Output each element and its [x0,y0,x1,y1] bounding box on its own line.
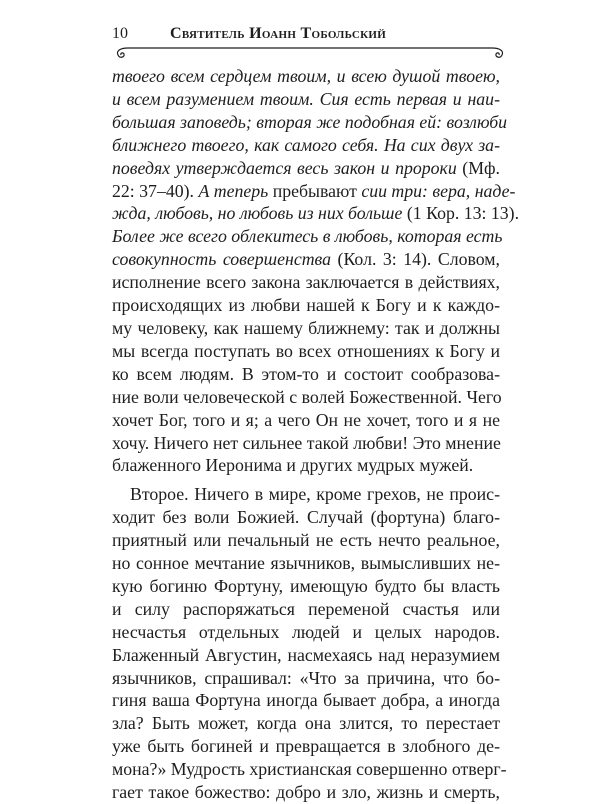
page-number: 10 [112,25,128,42]
text-segment: приятный или печальный не есть нечто реальное, [112,530,500,551]
text-line [112,529,500,552]
text-line [112,621,500,644]
text-segment: мы всегда поступать во всех отношениях к Богу и [112,340,500,361]
text-line [112,111,508,134]
text-line [112,363,500,386]
text-line [112,134,500,157]
text-segment: Второе. Ничего в мире, кроме грехов, не проис- [130,484,500,505]
text-segment: (Мф. [456,157,500,178]
text-line [112,454,500,477]
text-line [112,781,500,804]
text-segment: Блаженный Августин, насмехаясь над неразумием [112,644,500,665]
text-line [112,409,500,432]
text-line [112,225,503,248]
text-segment: хочет Бог, того и я; а чего Он не хочет, того и я не [112,409,500,430]
text-segment: кую богиню Фортуну, имеющую будто бы власть [112,575,500,596]
text-line [112,157,500,180]
text-line [112,552,500,575]
text-line [112,735,500,758]
text-segment: ние воли человеческой с волей Божественной. Чего [112,386,502,407]
text-line [112,758,507,781]
text-line [112,689,500,712]
italic-segment: большая заповедь; вторая же подобная ей: возлюби [112,111,508,132]
text-segment: несчастья отдельных людей и целых народов. [112,621,500,642]
text-segment: (Кол. 3: 14). Словом, [331,249,500,270]
italic-segment: А теперь [198,180,269,201]
text-segment: (1 Кор. 13: 13). [402,203,520,224]
text-line [112,180,516,203]
text-segment: язычников, спрашивал: «Что за причина, что бо- [112,667,500,688]
text-line [112,644,500,667]
text-line [112,483,500,506]
text-line [112,386,500,409]
text-segment: мона?» Мудрость христианская совершенно отверг- [112,759,507,780]
text-line [112,432,500,455]
text-segment: и силу распоряжаться переменой счастья или [112,598,500,619]
text-line [112,294,500,317]
text-segment: пребывают [268,180,362,201]
text-line [112,506,500,529]
text-segment: блаженного Иеронима и других мудрых мужей. [112,455,474,476]
text-line [112,248,500,271]
text-line [112,202,520,225]
text-segment: гает такое божество: добро и зло, жизнь и смерть, [112,782,500,803]
italic-segment: сии три: вера, наде- [361,180,516,201]
italic-segment: поведях утверждается весь закон и пророки [112,157,457,178]
text-segment: гиня ваша Фортуна иногда бывает добра, а иногда [112,690,500,711]
italic-segment: ближнего твоего, как самого себя. На сих двух за- [112,134,500,155]
text-segment: му человеку, как нашему ближнему: так и должны [112,317,500,338]
text-segment: исполнение всего закона заключается в действиях, [112,272,500,293]
text-line [112,667,500,690]
body-text [112,65,520,804]
text-line [112,65,500,88]
text-line [112,575,500,598]
italic-segment: твоего всем сердцем твоим, и всею душой твоею, [112,66,500,86]
text-line [112,317,500,340]
running-title: Святитель Иоанн Тобольский [170,25,387,42]
text-segment: хочу. Ничего нет сильнее такой любви! Это мнение [112,432,501,453]
text-line [112,88,500,111]
italic-segment: жда, любовь, но любовь из них больше [112,203,403,224]
text-line [112,340,500,363]
text-line [112,598,500,621]
text-segment: 22: 37–40). [112,180,199,201]
text-segment: уже быть богиней и превращается в злобного де- [112,736,500,757]
text-segment: происходящих из любви нашей к Богу и к каждо- [112,295,500,316]
text-segment: зла? Быть может, когда она злится, то перестает [112,713,500,734]
text-line [112,271,500,294]
page-header [112,24,508,54]
text-segment: ко всем людям. В этом-то и состоит сообразова- [112,363,500,384]
ornamental-rule [112,45,508,65]
text-segment: но сонное мечтание язычников, вымысливших не- [112,553,500,574]
italic-segment: Более же всего облекитесь в любовь, которая есть [112,226,503,247]
text-segment: ходит без воли Божией. Случай (фортуна) благо- [112,507,500,528]
italic-segment: совокупность совершенства [112,249,332,270]
text-line [112,712,500,735]
italic-segment: и всем разумением твоим. Сия есть первая и наи- [112,88,500,109]
